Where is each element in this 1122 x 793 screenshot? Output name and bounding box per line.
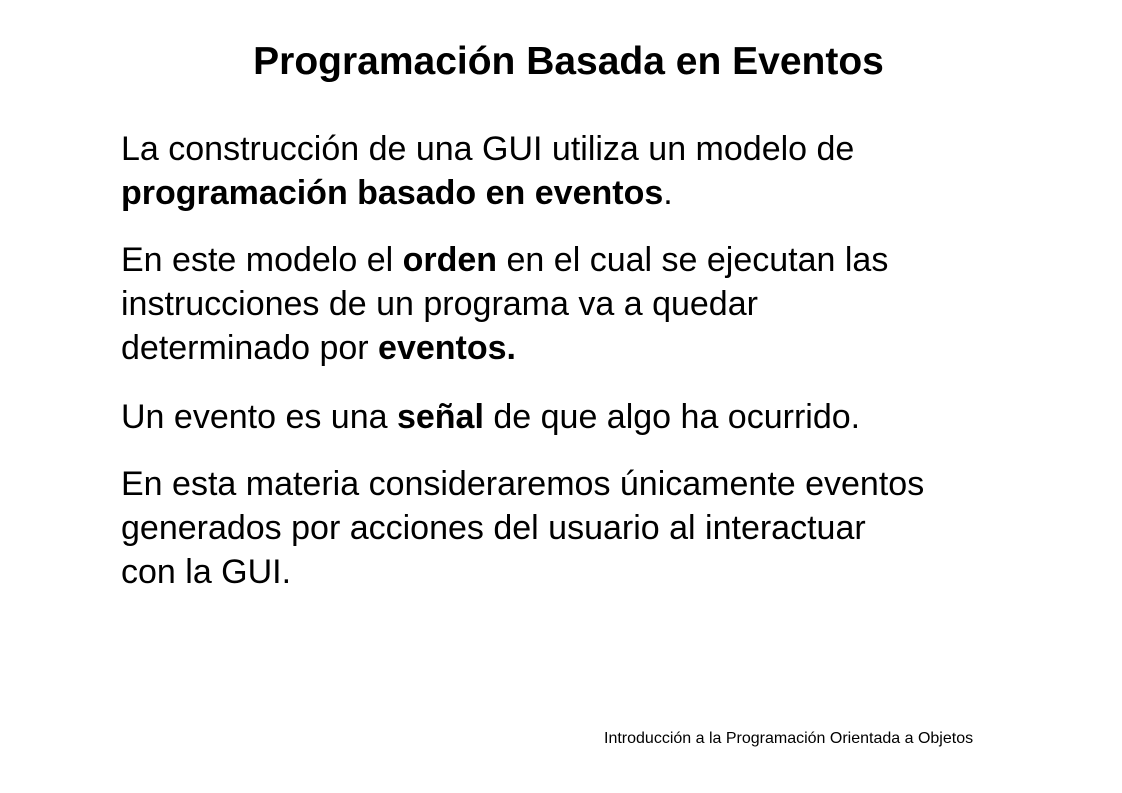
text: . [663, 174, 673, 212]
text: Un evento es una [121, 398, 397, 436]
text: En esta materia consideraremos únicamente eventos [121, 465, 925, 503]
emphasis: señal [396, 398, 484, 436]
text: En este modelo el [121, 241, 403, 279]
paragraph-order [121, 238, 888, 370]
paragraph-event-definition [121, 395, 860, 439]
text: instrucciones de un programa va a quedar [121, 285, 758, 323]
text: en el cual se ejecutan las [497, 241, 889, 279]
paragraph-user-events [121, 462, 924, 594]
text: determinado por [121, 329, 379, 367]
emphasis: orden [402, 241, 498, 279]
text: La construcción de una GUI utiliza un modelo de [121, 130, 855, 168]
text: con la GUI. [121, 553, 292, 591]
text: de que algo ha ocurrido. [483, 398, 861, 436]
emphasis: eventos. [378, 329, 516, 367]
slide-title: Programación Basada en Eventos [253, 40, 884, 83]
emphasis: programación basado en eventos [121, 174, 664, 212]
text: generados por acciones del usuario al interactuar [121, 509, 866, 547]
footer-course-name: Introducción a la Programación Orientada a Objetos [604, 730, 974, 747]
paragraph-gui-model [121, 127, 854, 215]
